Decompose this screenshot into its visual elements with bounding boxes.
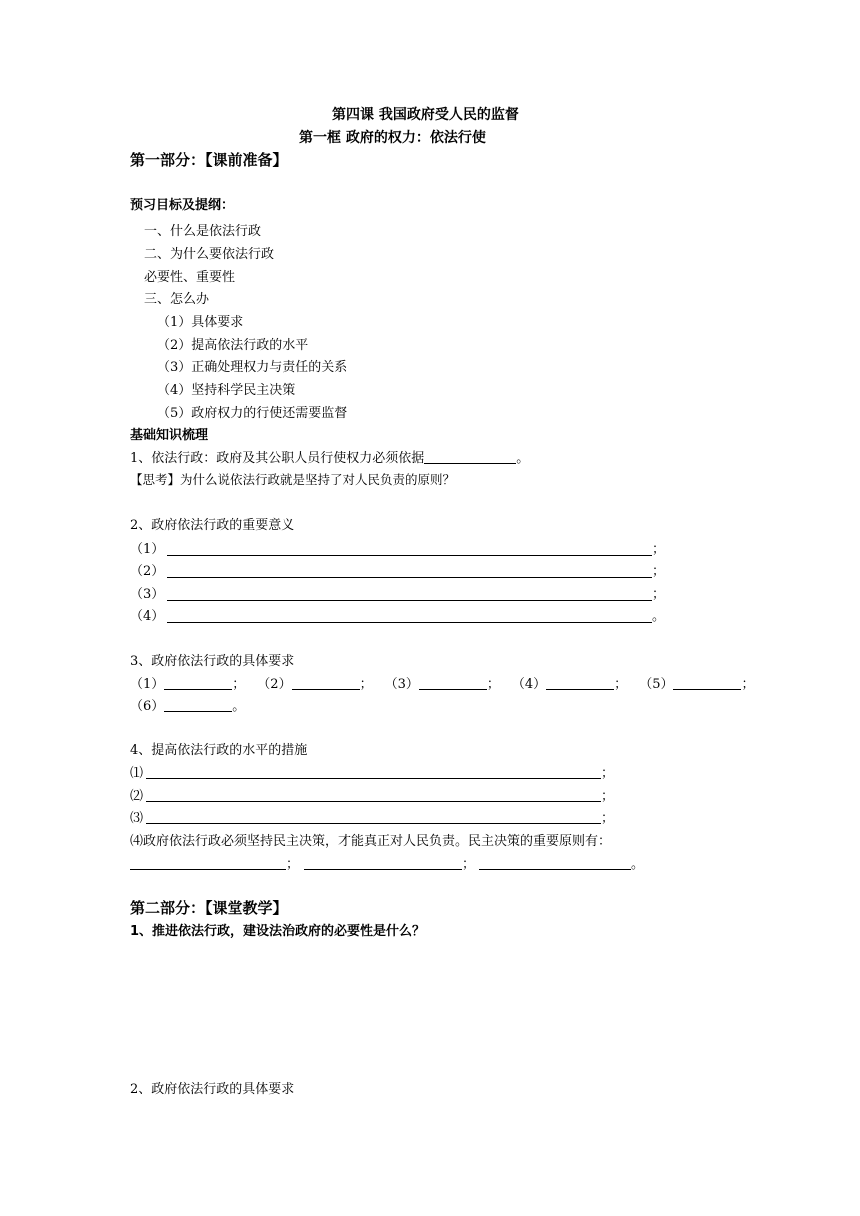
outline-item: 三、怎么办 [144, 292, 210, 307]
q2-answer-line[interactable] [167, 577, 652, 578]
q3-blank[interactable] [546, 675, 614, 690]
lesson-title: 第四课 我国政府受人民的监督 [332, 107, 519, 123]
q4-label: ⑶ [130, 811, 144, 826]
principle-blank[interactable] [304, 869, 462, 870]
q4-end: ； [601, 789, 615, 804]
q3-blank[interactable] [164, 697, 232, 712]
q3-label: （5） [639, 677, 674, 692]
think-question: 【思考】为什么说依法行政就是坚持了对人民负责的原则？ [130, 472, 456, 487]
q2-end: ； [652, 542, 666, 557]
q4-answer-line[interactable] [146, 823, 601, 824]
principle-sep: ； [286, 857, 300, 872]
basics-heading: 基础知识梳理 [130, 428, 209, 443]
preview-heading: 预习目标及提纲： [130, 198, 235, 213]
q3-blank[interactable] [164, 675, 232, 690]
outline-item: （4）坚持科学民主决策 [157, 383, 296, 398]
q2-end: 。 [652, 609, 666, 624]
q3-sep: ； [486, 677, 500, 692]
principle-blank[interactable] [479, 869, 631, 870]
q3-row [130, 675, 754, 695]
q2-answer-line[interactable] [167, 622, 652, 623]
q2-end: ； [652, 587, 666, 602]
q1-blank[interactable] [424, 449, 516, 464]
q4-answer-line[interactable] [146, 801, 601, 802]
q3-label: （2） [257, 677, 292, 692]
principle-blank[interactable] [130, 869, 286, 870]
q2-title: 2、政府依法行政的重要意义 [130, 518, 295, 533]
q4-end: ； [601, 811, 615, 826]
principle-sep: 。 [631, 857, 645, 872]
q4-item4: ⑷政府依法行政必须坚持民主决策，才能真正对人民负责。民主决策的重要原则有： [130, 834, 612, 849]
outline-item: （5）政府权力的行使还需要监督 [157, 406, 348, 421]
outline-item: 二、为什么要依法行政 [144, 247, 275, 262]
part2-heading: 第二部分：【课堂教学】 [130, 899, 288, 917]
q3-blank[interactable] [419, 675, 487, 690]
q2-label: （2） [130, 564, 165, 579]
outline-item: 必要性、重要性 [144, 270, 236, 285]
frame-title: 第一框 政府的权力：依法行使 [299, 130, 486, 146]
q3-title: 3、政府依法行政的具体要求 [130, 654, 295, 669]
q4-label: ⑴ [130, 766, 144, 781]
q1-text: 1、依法行政：政府及其公职人员行使权力必须依据 [130, 451, 425, 466]
q3-label: （3） [384, 677, 419, 692]
q2-label: （4） [130, 609, 165, 624]
part1-heading: 第一部分：【课前准备】 [130, 151, 288, 169]
q2-answer-line[interactable] [167, 600, 652, 601]
q2-end: ； [652, 564, 666, 579]
q3-sep: ； [359, 677, 373, 692]
part2-question-2: 2、政府依法行政的具体要求 [130, 1082, 295, 1097]
q3-label: （1） [130, 677, 165, 692]
q3-sep: 。 [232, 699, 246, 714]
q3-sep: ； [741, 677, 755, 692]
q4-end: ； [601, 766, 615, 781]
q2-label: （1） [130, 542, 165, 557]
q3-label: （6） [130, 699, 165, 714]
q3-blank[interactable] [292, 675, 360, 690]
q4-title: 4、提高依法行政的水平的措施 [130, 743, 308, 758]
part2-question-1: 1、推进依法行政，建设法治政府的必要性是什么？ [130, 924, 426, 939]
outline-item: （3）正确处理权力与责任的关系 [157, 360, 348, 375]
outline-item: 一、什么是依法行政 [144, 224, 262, 239]
q1-line [130, 449, 529, 469]
q4-label: ⑵ [130, 789, 144, 804]
principle-sep: ； [462, 857, 476, 872]
q3-sep: ； [232, 677, 246, 692]
q4-answer-line[interactable] [146, 778, 601, 779]
q2-label: （3） [130, 587, 165, 602]
outline-item: （2）提高依法行政的水平 [157, 338, 309, 353]
q2-answer-line[interactable] [167, 555, 652, 556]
q3-row [130, 697, 245, 717]
q3-label: （4） [511, 677, 547, 692]
q3-blank[interactable] [673, 675, 741, 690]
q1-end: 。 [516, 451, 530, 466]
outline-item: （1）具体要求 [157, 315, 244, 330]
q3-sep: ； [614, 677, 628, 692]
